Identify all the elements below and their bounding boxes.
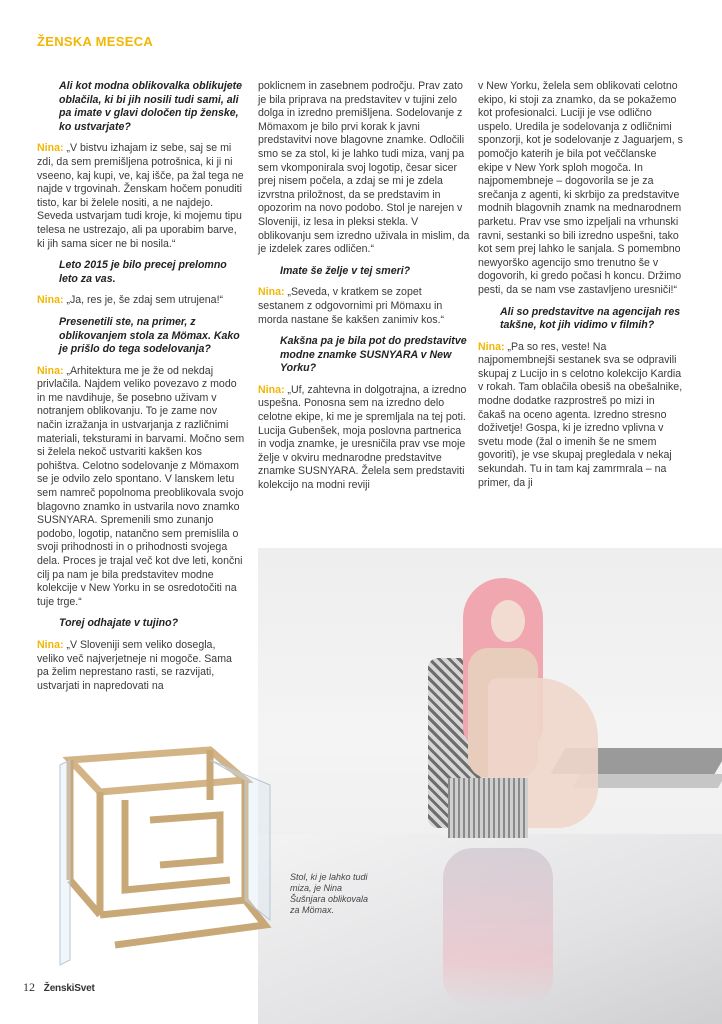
question: Torej odhajate v tujino? [59, 617, 179, 630]
answer [258, 384, 470, 493]
answer [37, 639, 245, 693]
answer-text: „V bistvu izhajam iz sebe, saj se mi zdi, da sem premišljena potrošnica, ki ji ni vseeno, kaj kupi, ve, kaj išče, pa žal tega ne najde v trgovinah. Ženskam hočem ponuditi tisto, kar bi želele nositi, a ne najdejo. Seveda ustvarjam tudi kroje, ki mojemu tipu telesa ne ustrezajo, ali pa uporabim barve, ki jih sama sicer ne bi nosila.“ [37, 142, 244, 250]
speaker-label: Nina: [37, 294, 64, 307]
chair-table-photo [40, 740, 278, 976]
answer-text: „Ja, res je, še zdaj sem utrujena!“ [63, 294, 224, 307]
answer-text: „Arhitektura me je že od nekdaj privlačila. Najdem veliko povezavo z modo in me navdihuje, še posebno uživam v notranjem oblikovanju. To je zame nov način izražanja in ustvarjanja z različnimi materiali, teksturami in barvami. Močno sem si želela nekoč ustvariti kakšen kos pohištva. Celotno sodelovanje z Mömaxom se je odvilo zelo spontano. V lanskem letu sem namreč popolnoma preoblikovala svojo blagovno znamko in ustvarila novo znamko SUSNYARA. Spremenili smo zunanjo podobo, logotip, natančno sem premislila o svoji prihodnosti in o prihodnosti svojega dela. Proces je trajal več kot dve leti, končni cilj pa nam je bila predstavitev modne kolekcije v New Yorku in se osredotočiti na tuje trge.“ [37, 364, 245, 608]
answer [37, 142, 245, 251]
speaker-label: Nina: [37, 638, 64, 651]
section-label: ŽENSKA MESECA [37, 34, 154, 49]
question: Kakšna pa je bila pot do predstavitve modne znamke SUSNYARA v New Yorku? [280, 335, 467, 375]
page-number: 12 [23, 980, 35, 994]
magazine-brand: ŽenskiSvet [43, 983, 95, 994]
question: Imate še želje v tej smeri? [280, 264, 411, 277]
article-column-2 [258, 80, 470, 501]
question: Ali kot modna oblikovalka oblikujete oblačila, ki bi jih nosili tudi sami, ali pa imate v glavi določen tip ženske, ko ustvarjate? [59, 80, 243, 133]
portrait-photo [258, 548, 722, 1024]
speaker-label: Nina: [478, 340, 505, 353]
answer-text: „V Sloveniji sem veliko dosegla, veliko več najverjetneje ni mogoče. Sama pa želim neprestano rasti, se razvijati, ustvarjati in napredovati na [37, 638, 232, 692]
page-footer [23, 980, 95, 995]
answer [478, 341, 684, 491]
answer [258, 286, 470, 327]
paragraph: v New Yorku, želela sem oblikovati celotno ekipo, ki stoji za znamko, da se pokažemo kot profesionalci. Luciji je vse odlično uspelo. Uredila je sodelovanja z odličnimi sponzorji, kot je sodelovanje z Jaguarjem, s pomočjo katerih je bila pot veččlanske ekipe v New York sploh mogoča. In najpomembneje – dogovorila se je za srečanja z agenti, ki skrbijo za predstavitve modnih blagovnih znamk na mednarodnem parketu. Prav vse smo izpeljali na vrhunski ravni, sestanki so bili izredno uspešni, tako kot sem prej lahko le sanjala. S pomembno newyorško agencijo smo trenutno še v dogovorih, ki gredo počasi h koncu. Držimo pesti, da se nam vse zastavljeno uresniči!“ [478, 80, 683, 296]
answer-text: „Seveda, v kratkem se zopet sestanem z odgovornimi pri Mömaxu in morda nastane še kakšen zanimiv kos.“ [258, 286, 445, 326]
figure-face [491, 600, 525, 642]
speaker-label: Nina: [37, 142, 64, 155]
answer-text: „Uf, zahtevna in dolgotrajna, a izredno uspešna. Ponosna sem na izredno delo celotne ekipe, ki me je spremljala na tej poti. Lucija Gubenšek, moja poslovna partnerica in vodja znamke, je uresničila prav vse moje želje v okviru mednarodne predstavitve znamke SUSNYARA. Želela sem predstaviti kolekcijo na modni reviji [258, 383, 467, 492]
question: Leto 2015 je bilo precej prelomno leto za vas. [59, 259, 227, 285]
speaker-label: Nina: [258, 286, 285, 299]
answer [37, 365, 245, 610]
question: Ali so predstavitve na agencijah res takšne, kot jih vidimo v filmih? [500, 305, 681, 332]
article-column-1 [37, 80, 245, 701]
speaker-label: Nina: [37, 364, 64, 377]
article-column-3 [478, 80, 684, 498]
paragraph: poklicnem in zasebnem področju. Prav zato je bila priprava na predstavitev v tujini zelo dolga in izredno premišljena. Sodelovanje z Mömaxom je bilo prvi korak k javni predstavitvi nove blagovne znamke. Odločili smo se za stol, ki je lahko tudi miza, vanj pa sem vkomponirala svoj logotip, česar sicer prej nisem počela, a zdaj se mi je zdela izvrstna priložnost, da se predstavim in opozorim na novo podobo. Stol je narejen v Sloveniji, iz lesa in pleksi stekla. V oblikovanju sem izredno uživala in mislim, da je izdelek zares odličen.“ [258, 80, 470, 256]
question: Presenetili ste, na primer, z oblikovanjem stola za Mömax. Kako je prišlo do tega sodelovanja? [59, 315, 240, 356]
answer [37, 294, 245, 308]
figure-reflection [443, 848, 553, 1008]
figure-skirt [448, 778, 528, 838]
answer-text: „Pa so res, veste! Na najpomembnejši sestanek sva se odpravili skupaj z Lucijo in s celotno kolekcijo Kardia v rokah. Tam oblačila obesiš na obešalnike, modne dodatke razprostreš po mizi in čakaš na oceno agenta. Izredno stresno doživetje! Gospa, ki je izredno vplivna v svetu mode (žal o imenih še ne smem govoriti), je vse skupaj pregledala v nekaj sekundah. Tu in tam kaj zamrmrala – na primer, da ji [478, 340, 683, 489]
photo-caption: Stol, ki je lahko tudi miza, je Nina Šušnjara oblikovala za Mömax. [290, 872, 369, 915]
speaker-label: Nina: [258, 383, 285, 396]
